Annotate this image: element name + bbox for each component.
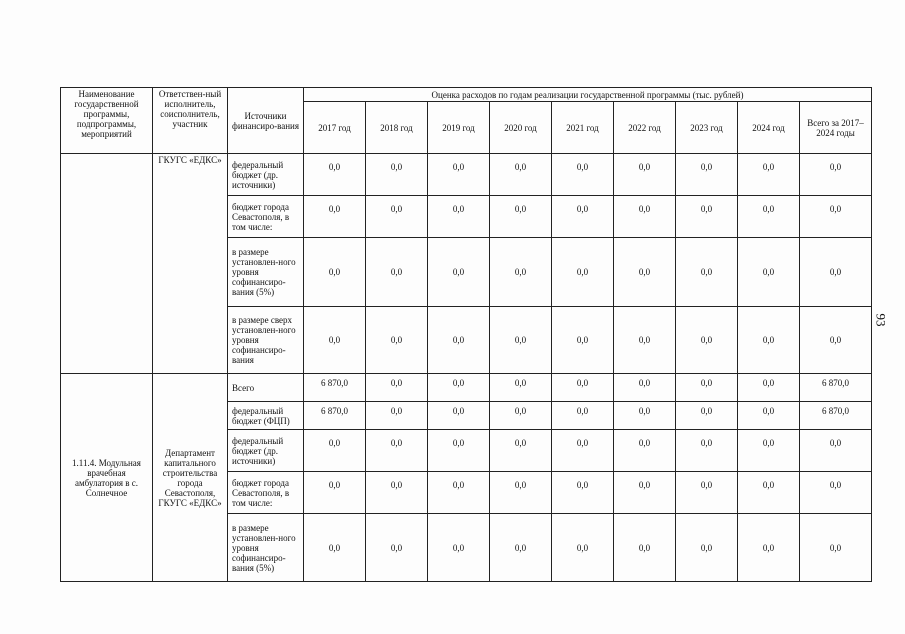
value-cell: 0,0 [676, 196, 738, 238]
source-cell: Всего [228, 374, 304, 402]
value-cell: 0,0 [366, 307, 428, 374]
value-cell: 0,0 [366, 196, 428, 238]
source-cell: федеральный бюджет (др. источники) [228, 154, 304, 196]
measure-name: 1.11.4. Модульная врачебная амбулатория в с. Солнечное [61, 374, 153, 582]
value-cell: 0,0 [552, 374, 614, 402]
value-cell: 0,0 [676, 307, 738, 374]
value-cell: 0,0 [738, 307, 800, 374]
value-cell: 0,0 [490, 514, 552, 582]
value-cell: 0,0 [738, 154, 800, 196]
value-cell: 0,0 [490, 472, 552, 514]
header-source: Источники финансиро-вания [228, 88, 304, 154]
header-year: 2019 год [428, 102, 490, 154]
value-cell: 6 870,0 [304, 402, 366, 430]
value-cell: 0,0 [304, 196, 366, 238]
value-cell: 0,0 [490, 196, 552, 238]
executor-cell: ГКУГС «ЕДКС» [153, 154, 228, 374]
value-cell: 0,0 [738, 374, 800, 402]
value-cell: 0,0 [800, 307, 872, 374]
value-cell: 0,0 [676, 514, 738, 582]
source-cell: федеральный бюджет (др. источники) [228, 430, 304, 472]
value-cell: 0,0 [676, 402, 738, 430]
header-executor: Ответствен-ный исполнитель, соисполнитель, участник [153, 88, 228, 154]
value-cell: 0,0 [614, 238, 676, 307]
value-cell: 0,0 [428, 307, 490, 374]
value-cell: 0,0 [490, 238, 552, 307]
value-cell: 0,0 [428, 196, 490, 238]
value-cell: 6 870,0 [800, 374, 872, 402]
source-cell: в размере сверх установлен-ного уровня софинансиро-вания [228, 307, 304, 374]
header-year: 2024 год [738, 102, 800, 154]
value-cell: 0,0 [490, 430, 552, 472]
value-cell: 0,0 [366, 374, 428, 402]
value-cell: 0,0 [552, 154, 614, 196]
value-cell: 0,0 [366, 514, 428, 582]
value-cell: 0,0 [552, 402, 614, 430]
value-cell: 0,0 [428, 430, 490, 472]
value-cell: 0,0 [366, 472, 428, 514]
value-cell: 0,0 [614, 307, 676, 374]
value-cell: 0,0 [304, 307, 366, 374]
value-cell: 0,0 [366, 154, 428, 196]
header-year: 2018 год [366, 102, 428, 154]
budget-table [60, 87, 872, 582]
value-cell: 0,0 [738, 196, 800, 238]
value-cell: 0,0 [428, 374, 490, 402]
value-cell: 0,0 [428, 472, 490, 514]
header-total: Всего за 2017–2024 годы [800, 102, 872, 154]
source-cell: федеральный бюджет (ФЦП) [228, 402, 304, 430]
header-year: 2021 год [552, 102, 614, 154]
header-year: 2023 год [676, 102, 738, 154]
value-cell: 0,0 [552, 472, 614, 514]
value-cell: 0,0 [304, 514, 366, 582]
value-cell: 6 870,0 [304, 374, 366, 402]
value-cell: 0,0 [304, 154, 366, 196]
measure-name-empty [61, 154, 153, 374]
value-cell: 0,0 [800, 430, 872, 472]
value-cell: 0,0 [552, 514, 614, 582]
value-cell: 0,0 [490, 374, 552, 402]
value-cell: 0,0 [428, 238, 490, 307]
value-cell: 0,0 [614, 430, 676, 472]
value-cell: 0,0 [552, 196, 614, 238]
page-number: 93 [873, 313, 889, 327]
value-cell: 0,0 [614, 402, 676, 430]
value-cell: 0,0 [614, 472, 676, 514]
value-cell: 0,0 [738, 430, 800, 472]
value-cell: 0,0 [676, 374, 738, 402]
header-estimate: Оценка расходов по годам реализации государственной программы (тыс. рублей) [304, 88, 872, 102]
value-cell: 0,0 [552, 238, 614, 307]
value-cell: 0,0 [366, 430, 428, 472]
value-cell: 6 870,0 [800, 402, 872, 430]
value-cell: 0,0 [800, 154, 872, 196]
executor-cell: Департамент капитального строительства города Севастополя, ГКУГС «ЕДКС» [153, 374, 228, 582]
value-cell: 0,0 [800, 514, 872, 582]
value-cell: 0,0 [800, 196, 872, 238]
value-cell: 0,0 [676, 154, 738, 196]
source-cell: в размере установлен-ного уровня софинансиро-вания (5%) [228, 514, 304, 582]
value-cell: 0,0 [304, 472, 366, 514]
table-row [61, 374, 872, 402]
header-year: 2022 год [614, 102, 676, 154]
value-cell: 0,0 [614, 374, 676, 402]
value-cell: 0,0 [738, 238, 800, 307]
value-cell: 0,0 [552, 430, 614, 472]
value-cell: 0,0 [738, 514, 800, 582]
value-cell: 0,0 [800, 472, 872, 514]
value-cell: 0,0 [366, 238, 428, 307]
value-cell: 0,0 [676, 430, 738, 472]
source-cell: бюджет города Севастополя, в том числе: [228, 472, 304, 514]
value-cell: 0,0 [738, 402, 800, 430]
value-cell: 0,0 [676, 472, 738, 514]
value-cell: 0,0 [614, 154, 676, 196]
value-cell: 0,0 [428, 514, 490, 582]
header-year: 2020 год [490, 102, 552, 154]
value-cell: 0,0 [738, 472, 800, 514]
value-cell: 0,0 [614, 196, 676, 238]
value-cell: 0,0 [490, 307, 552, 374]
header-name: Наименование государственной программы, подпрограммы, мероприятий [61, 88, 153, 154]
header-year: 2017 год [304, 102, 366, 154]
value-cell: 0,0 [676, 238, 738, 307]
source-cell: в размере установлен-ного уровня софинансиро-вания (5%) [228, 238, 304, 307]
value-cell: 0,0 [304, 430, 366, 472]
value-cell: 0,0 [304, 238, 366, 307]
value-cell: 0,0 [490, 154, 552, 196]
value-cell: 0,0 [800, 238, 872, 307]
table-row [61, 154, 872, 196]
value-cell: 0,0 [428, 154, 490, 196]
value-cell: 0,0 [490, 402, 552, 430]
value-cell: 0,0 [428, 402, 490, 430]
source-cell: бюджет города Севастополя, в том числе: [228, 196, 304, 238]
value-cell: 0,0 [614, 514, 676, 582]
value-cell: 0,0 [366, 402, 428, 430]
value-cell: 0,0 [552, 307, 614, 374]
